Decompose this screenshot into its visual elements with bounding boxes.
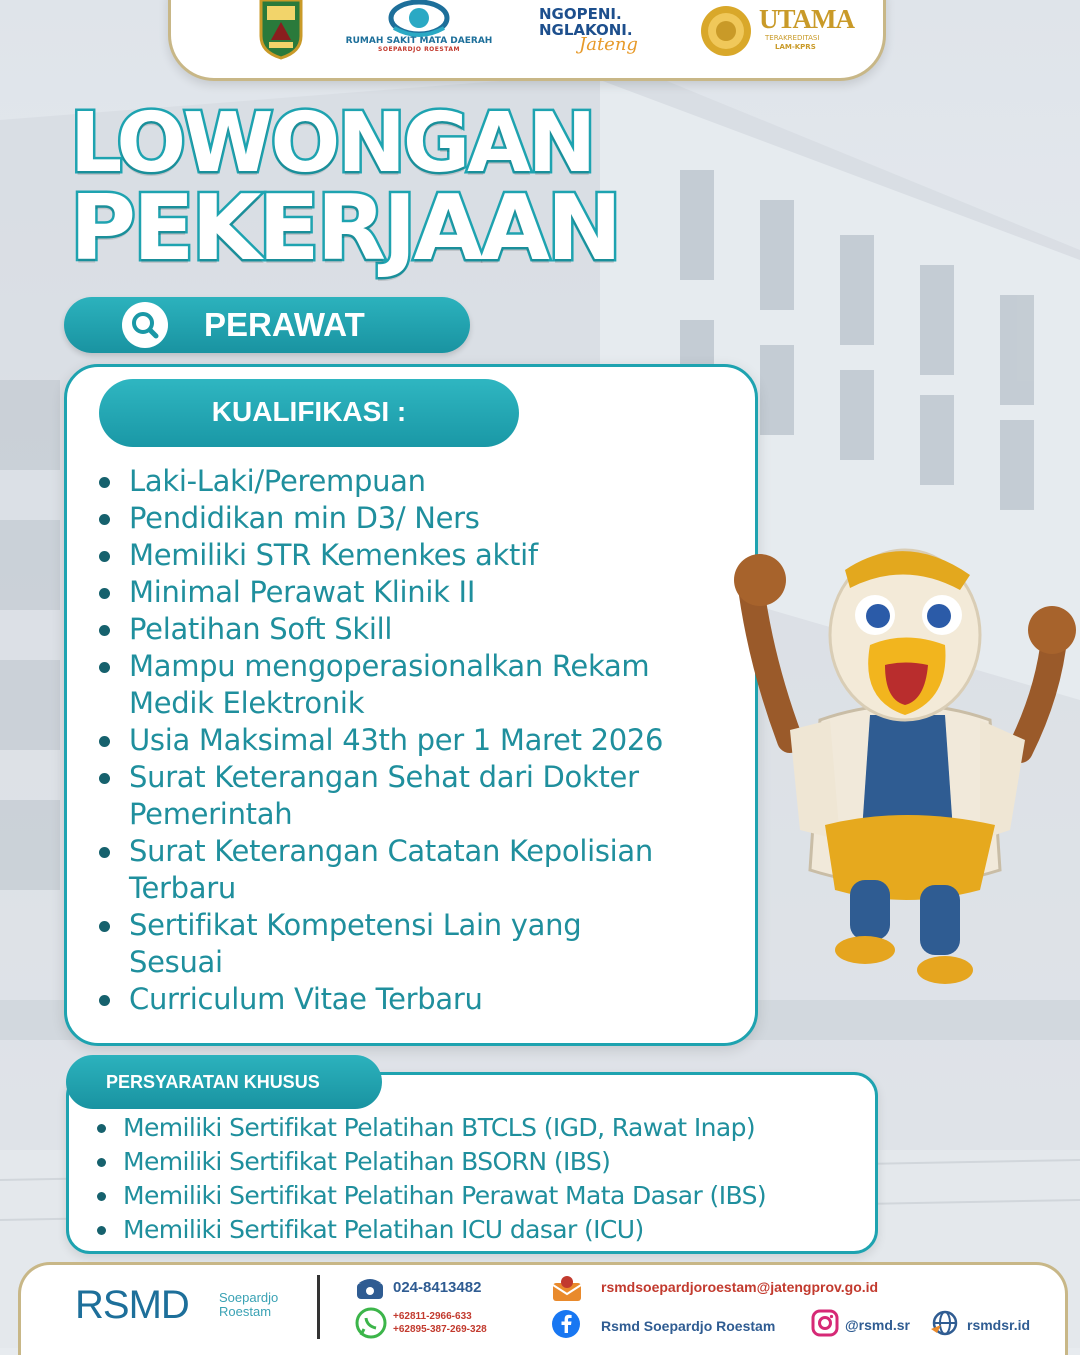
hospital-subname: SOEPARDJO ROESTAM xyxy=(378,46,460,53)
list-item: Pelatihan Soft Skill xyxy=(97,611,747,648)
logo-bar xyxy=(168,0,886,81)
position-label: PERAWAT xyxy=(204,306,365,343)
whatsapp-icon xyxy=(355,1307,387,1343)
position-badge xyxy=(64,297,470,353)
brand-name: RSMD xyxy=(75,1283,189,1327)
list-item: Memiliki Sertifikat Pelatihan ICU dasar (ICU) xyxy=(93,1213,873,1247)
contact-footer xyxy=(18,1262,1068,1355)
slogan-script: Jateng xyxy=(579,34,638,55)
instagram-handle[interactable]: @rsmd.sr xyxy=(845,1317,911,1333)
accreditation-title: UTAMA xyxy=(759,4,854,34)
phone-number[interactable]: 024-8413482 xyxy=(393,1279,482,1296)
instagram-icon xyxy=(811,1309,839,1341)
brand-subtitle-line-2: Roestam xyxy=(219,1304,272,1319)
hospital-logo xyxy=(339,0,499,62)
email-address[interactable]: rsmdsoepardjoroestam@jatengprov.go.id xyxy=(601,1279,879,1295)
eye-icon xyxy=(384,0,454,38)
qualifications-heading: KUALIFIKASI : xyxy=(211,396,407,427)
slogan-logo xyxy=(539,5,659,55)
qualifications-card xyxy=(64,364,758,1046)
list-item: Pendidikan min D3/ Ners xyxy=(97,500,747,537)
jawa-tengah-crest-icon xyxy=(257,0,305,60)
accreditation-logo xyxy=(699,2,854,60)
slogan-line-2: NGLAKONI. xyxy=(539,21,633,39)
list-item: Memiliki Sertifikat Pelatihan Perawat Mata Dasar (IBS) xyxy=(93,1179,873,1213)
list-item: Usia Maksimal 43th per 1 Maret 2026 xyxy=(97,722,747,759)
brand-subtitle-line-1: Soepardjo xyxy=(219,1290,279,1305)
telephone-icon xyxy=(355,1275,385,1305)
brand-subtitle xyxy=(219,1291,278,1319)
special-requirements-heading-pill xyxy=(66,1055,382,1109)
list-item: Memiliki Sertifikat Pelatihan BTCLS (IGD, Rawat Inap) xyxy=(93,1111,873,1145)
accreditation-line-1: TERAKREDITASI xyxy=(765,34,820,42)
email-icon xyxy=(551,1275,583,1307)
footer-divider xyxy=(317,1275,320,1339)
list-item: Sertifikat Kompetensi Lain yang Sesuai xyxy=(97,907,629,981)
facebook-icon xyxy=(551,1309,581,1343)
list-item: Mampu mengoperasionalkan Rekam Medik Elektronik xyxy=(97,648,669,722)
list-item: Memiliki Sertifikat Pelatihan BSORN (IBS) xyxy=(93,1145,873,1179)
special-requirements-list xyxy=(93,1111,873,1247)
list-item: Minimal Perawat Klinik II xyxy=(97,574,747,611)
website-url[interactable]: rsmdsr.id xyxy=(967,1317,1031,1333)
special-requirements-heading: PERSYARATAN KHUSUS xyxy=(106,1072,320,1092)
facebook-handle[interactable]: Rsmd Soepardjo Roestam xyxy=(601,1318,776,1334)
whatsapp-number-1[interactable]: +62811-2966-633 xyxy=(393,1311,472,1322)
list-item: Surat Keterangan Sehat dari Dokter Pemerintah xyxy=(97,759,669,833)
list-item: Surat Keterangan Catatan Kepolisian Terbaru xyxy=(97,833,699,907)
accreditation-line-2: LAM-KPRS xyxy=(775,43,816,51)
search-icon xyxy=(121,301,169,349)
list-item: Laki-Laki/Perempuan xyxy=(97,463,747,500)
list-item: Memiliki STR Kemenkes aktif xyxy=(97,537,747,574)
qualifications-heading-pill xyxy=(99,379,519,447)
page-title-line-1: LOWONGAN xyxy=(70,96,594,191)
gold-medal-icon xyxy=(699,4,753,58)
list-item: Curriculum Vitae Terbaru xyxy=(97,981,747,1018)
qualifications-list xyxy=(97,463,747,1018)
hospital-name: RUMAH SAKIT MATA DAERAH xyxy=(345,36,493,46)
eagle-mascot-illustration xyxy=(730,540,1080,1000)
whatsapp-number-2[interactable]: +62895-387-269-328 xyxy=(393,1324,487,1335)
special-requirements-card xyxy=(66,1072,878,1254)
page-title-line-2: PEKERJAAN xyxy=(70,176,620,281)
slogan-line-1: NGOPENI. xyxy=(539,5,622,23)
globe-icon xyxy=(929,1309,961,1341)
